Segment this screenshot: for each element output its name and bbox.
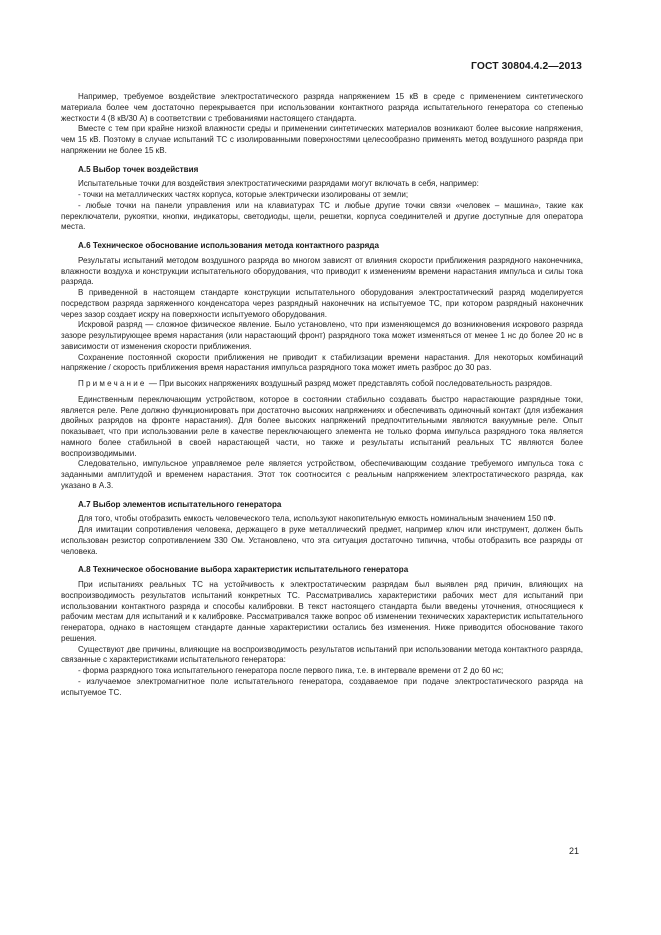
list-item: - форма разрядного тока испытательного генератора после первого пика, т.е. в интервале времени от 2 до 60 нс; <box>78 666 504 675</box>
paragraph: Испытательные точки для воздействия электростатическими разрядами могут включать в себя, например: <box>78 179 479 189</box>
paragraph: Сохранение постоянной скорости приближения не приводит к стабилизации времени нарастания. Для некоторых комбинаций напряжение / скорость приближения время нарастания импульса разрядного тока может иметь разброс до 30 раз. <box>61 352 583 373</box>
list-item: - любые точки на панели управления или на клавиатурах ТС и любые другие точки связи «человек – машина», такие как переключатели, рукоятки, кнопки, индикаторы, светодиоды, щели, решетки, корпуса соединителей и другие доступные для оператора места. <box>61 200 583 232</box>
section-heading-a5: А.5 Выбор точек воздействия <box>78 164 199 174</box>
paragraph: В приведенной в настоящем стандарте конструкции испытательного оборудования электростатический разряд моделируется посредством разряда заряженного конденсатора через разрядный наконечник на испытуемое ТС, при котором разрядный наконечник через зазор создает искру на поверхности испытуемого оборудования. <box>61 288 583 319</box>
paragraph: Вместе с тем при крайне низкой влажности среды и применении синтетических материалов возникают более высокие напряжения, чем 15 кВ. Поэтому в случае испытаний ТС с изолированными поверхностями целесообразно применять метод воздушного разряда при напряжении не более 15 кВ. <box>61 124 583 155</box>
paragraph: Например, требуемое воздействие электростатического разряда напряжением 15 кВ в среде с применением синтетического материала более чем достаточно перекрывается при использовании контактного разряда испытательного генератора со степенью жесткости 4 (8 кВ/30 А) в соответствии с требованиями настоящего стандарта. <box>61 92 583 123</box>
paragraph: Следовательно, импульсное управляемое реле является устройством, обеспечивающим создание требуемого импульса тока с заданными амплитудой и временем нарастания. Этот ток соотносится с реальным напряжением электростатического разряда, как указано в А.3. <box>61 459 583 490</box>
paragraph: Для того, чтобы отобразить емкость человеческого тела, используют накопительную емкость номинальным значением 150 пФ. <box>78 514 556 524</box>
section-heading-a7: А.7 Выбор элементов испытательного генератора <box>78 499 282 509</box>
note <box>61 379 583 390</box>
section-heading-a6: А.6 Техническое обоснование использования метода контактного разряда <box>78 241 379 250</box>
paragraph: Искровой разряд — сложное физическое явление. Было установлено, что при изменяющемся до возникновения искрового разряда зазоре результирующее время нарастания (или нарастающий фронт) разрядного тока может изменяться от менее 1 нс до более 20 нс в зависимости от изменения скорости приближения. <box>61 320 583 351</box>
paragraph: Существуют две причины, влияющие на воспроизводимость результатов испытаний при использовании метода контактного разряда, связанные с характеристиками испытательного генератора: <box>61 644 583 665</box>
paragraph: Единственным переключающим устройством, которое в состоянии стабильно создавать быстро нарастающие разрядные токи, является реле. Реле должно функционировать при достаточно высоких напряжениях и обеспечивать одиночный контакт (для избежания двойных разрядов на фронте нарастания). Для более высоких напряжений предпочтительными являются вакуумные реле. Опыт показывает, что при использовании реле в качестве переключающего элемента не только форма импульса разрядного тока является намного более стабильной в своей нарастающей части, но также и результаты испытаний реальных ТС являются более воспроизводимыми. <box>61 394 583 458</box>
paragraph: Результаты испытаний методом воздушного разряда во многом зависят от влияния скорости приближения разрядного наконечника, влажности воздуха и конструкции испытательного оборудования, что приводит к изменениям времени нарастания импульса и силы тока разряда. <box>61 255 583 287</box>
standard-header: ГОСТ 30804.4.2—2013 <box>471 61 582 72</box>
list-item: - излучаемое электромагнитное поле испытательного генератора, создаваемое при подаче электростатического разряда на испытуемое ТС. <box>61 676 583 697</box>
page-number: 21 <box>568 846 579 856</box>
paragraph: Для имитации сопротивления человека, держащего в руке металлический предмет, например ключ или инструмент, должен быть использован резистор сопротивлением 330 Ом. Установлено, что эта ситуация достаточно типична, чтобы отобразить все разряды от человека. <box>61 525 583 556</box>
paragraph: При испытаниях реальных ТС на устойчивость к электростатическим разрядам был выявлен ряд причин, влияющих на воспроизводимость результатов испытаний конкретных ТС. Рассматривались характеристики рабочих мест для испытаний при использовании контактного разряда и способы калибровки. В текст настоящего стандарта были введены уточнения, относящиеся к рабочим местам для испытаний и к калибровке. Рассматривался также вопрос об изменении технических характеристик испытательного генератора, однако в настоящем стандарте данные характеристики остались без изменения. Ниже приводится обоснование такого решения. <box>61 580 583 643</box>
note-label: Примечание <box>78 379 147 388</box>
section-heading-a8: А.8 Техническое обоснование выбора характеристик испытательного генератора <box>78 565 409 575</box>
document-body <box>61 92 583 698</box>
note-text: — При высоких напряжениях воздушный разряд может представлять собой последовательность разрядов. <box>146 379 553 388</box>
list-item: - точки на металлических частях корпуса, которые электрически изолированы от земли; <box>78 190 409 199</box>
